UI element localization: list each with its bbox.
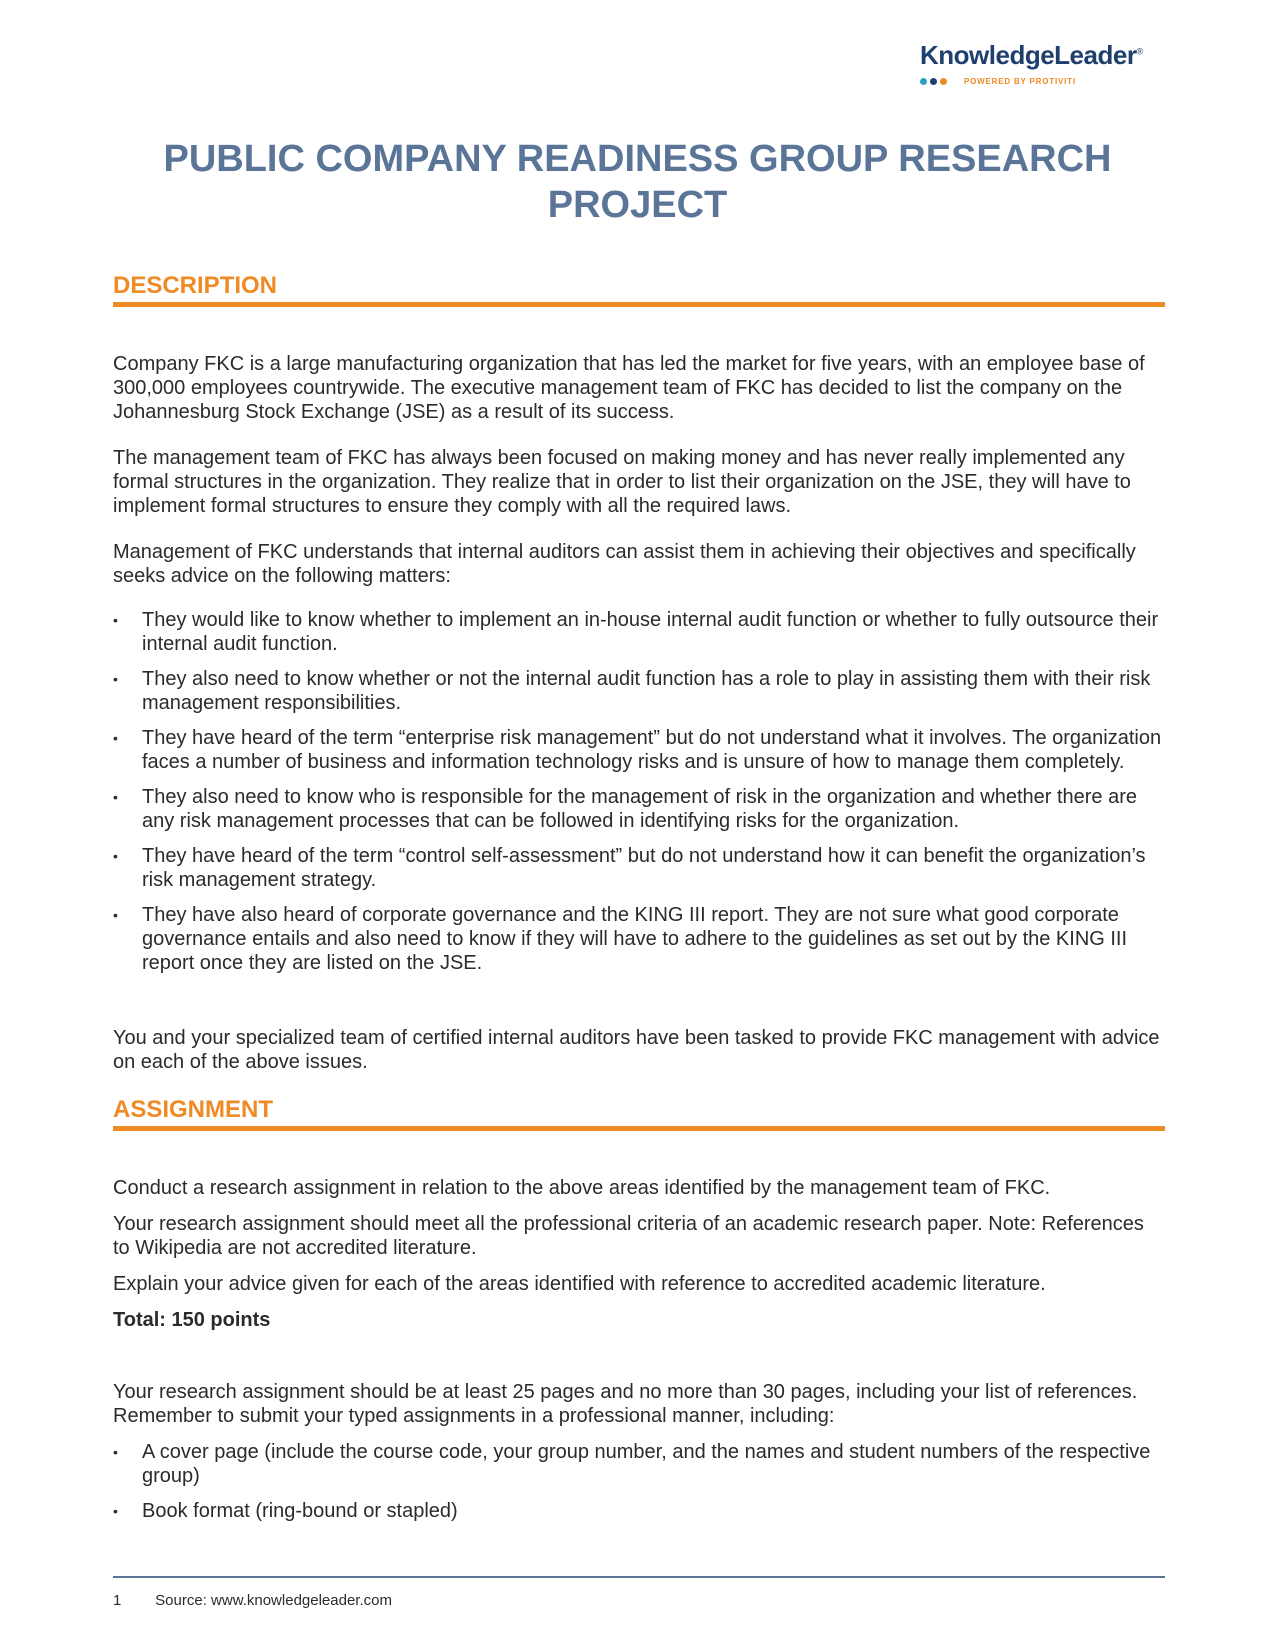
logo-dot-icon bbox=[940, 78, 947, 85]
bullet-icon: • bbox=[113, 671, 118, 687]
description-paragraph-2: The management team of FKC has always been focused on making money and has never really implemented any formal structures in the organization. They realize that in order to list their organization on the JSE, they will have to implement formal structures to ensure they comply with all the required laws. bbox=[113, 447, 1131, 517]
assignment-paragraph-3: Explain your advice given for each of the areas identified with reference to accredited academic literature. bbox=[113, 1273, 1046, 1295]
description-paragraph-3: Management of FKC understands that internal auditors can assist them in achieving their objectives and specifically seeks advice on the following matters: bbox=[113, 541, 1136, 587]
assignment-length-note: Your research assignment should be at least 25 pages and no more than 30 pages, including your list of references. Remember to submit your typed assignments in a professional manner, including: bbox=[113, 1381, 1138, 1427]
list-item: • They have heard of the term “enterprise risk management” but do not understand what it involves. The organization faces a number of business and information technology risks and is unsure of how to manage them completely. bbox=[113, 727, 1162, 773]
list-item: • Book format (ring-bound or stapled) bbox=[113, 1500, 458, 1522]
bullet-icon: • bbox=[113, 1444, 118, 1460]
assignment-total: Total: 150 points bbox=[113, 1309, 271, 1331]
logo-dot-icon bbox=[920, 78, 927, 85]
bullet-icon: • bbox=[113, 730, 118, 746]
bullet-icon: • bbox=[113, 789, 118, 805]
logo-subline bbox=[920, 77, 1165, 86]
assignment-heading: ASSIGNMENT bbox=[113, 1096, 1165, 1131]
list-item: • They also need to know whether or not the internal audit function has a role to play in assisting them with their risk management responsibilities. bbox=[113, 668, 1151, 714]
bullet-icon: • bbox=[113, 907, 118, 923]
knowledgeleader-logo bbox=[920, 40, 1165, 86]
page-title: PUBLIC COMPANY READINESS GROUP RESEARCH PROJECT bbox=[163, 138, 1112, 226]
logo-dot-icon bbox=[930, 78, 937, 85]
page-number: 1 bbox=[113, 1592, 122, 1609]
bullet-icon: • bbox=[113, 612, 118, 628]
description-paragraph-1: Company FKC is a large manufacturing organization that has led the market for five years, with an employee base of 300,000 employees countrywide. The executive management team of FKC has decided to list the company on the Johannesburg Stock Exchange (JSE) as a result of its success. bbox=[113, 353, 1145, 423]
assignment-paragraph-2: Your research assignment should meet all the professional criteria of an academic research paper. Note: References to Wikipedia are not accredited literature. bbox=[113, 1213, 1144, 1259]
bullet-icon: • bbox=[113, 848, 118, 864]
logo-tagline: POWERED BY PROTIVITI bbox=[964, 77, 1076, 86]
description-heading: DESCRIPTION bbox=[113, 272, 1165, 307]
bullet-icon: • bbox=[113, 1503, 118, 1519]
list-item: • They would like to know whether to implement an in-house internal audit function or whether to fully outsource their internal audit function. bbox=[113, 609, 1159, 655]
logo-wordmark: KnowledgeLeader® bbox=[920, 40, 1143, 70]
footer-divider bbox=[113, 1576, 1165, 1578]
list-item: • They also need to know who is responsible for the management of risk in the organization and whether there are any risk management processes that can be followed in identifying risks for the organization. bbox=[113, 786, 1138, 832]
list-item: • They have heard of the term “control self-assessment” but do not understand how it can benefit the organization’s risk management strategy. bbox=[113, 845, 1146, 891]
description-bullet-list bbox=[113, 608, 1165, 986]
assignment-bullet-list bbox=[113, 1440, 1165, 1534]
source-text: Source: www.knowledgeleader.com bbox=[155, 1592, 392, 1609]
description-closing: You and your specialized team of certified internal auditors have been tasked to provide FKC management with advice on each of the above issues. bbox=[113, 1027, 1160, 1073]
page-footer bbox=[113, 1592, 392, 1609]
list-item: • They have also heard of corporate governance and the KING III report. They are not sure what good corporate governance entails and also need to know if they will have to adhere to the guidelines as set out by the KING III report once they are listed on the JSE. bbox=[113, 904, 1128, 974]
assignment-paragraph-1: Conduct a research assignment in relation to the above areas identified by the management team of FKC. bbox=[113, 1177, 1051, 1199]
list-item: • A cover page (include the course code, your group number, and the names and student numbers of the respective group) bbox=[113, 1441, 1151, 1487]
